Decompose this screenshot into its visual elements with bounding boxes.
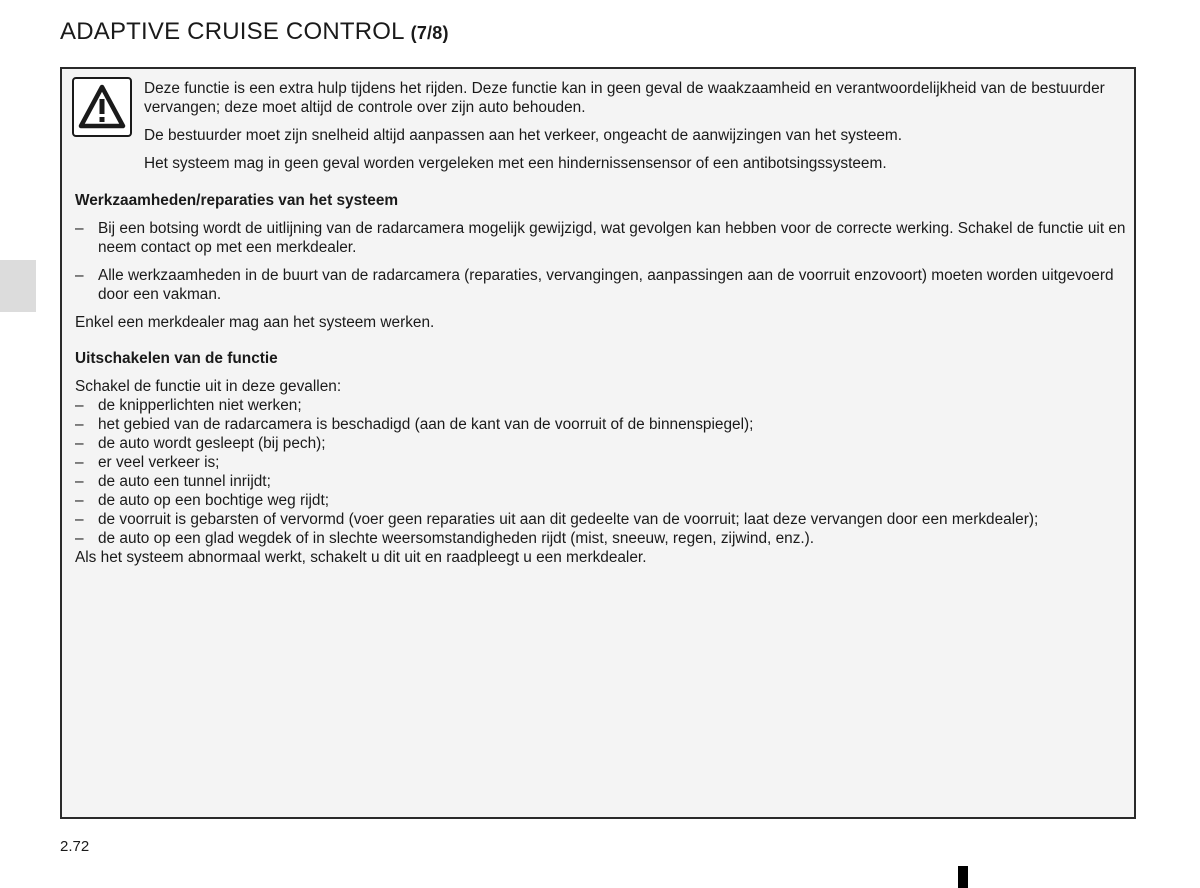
page-number: 2.72: [60, 838, 90, 855]
dash-bullet: –: [75, 511, 84, 528]
dash-bullet: –: [75, 530, 84, 547]
disable-item-text: de auto wordt gesleept (bij pech);: [98, 435, 326, 452]
disable-list-item: [75, 415, 1128, 434]
dash-bullet: –: [75, 492, 84, 509]
disable-list-item: [75, 529, 1128, 548]
disable-list-item: [75, 510, 1128, 529]
disable-closing-note: Als het systeem abnormaal werkt, schakelt u dit uit en raadpleegt u een merkdealer.: [75, 549, 647, 566]
warning-paragraph: De bestuurder moet zijn snelheid altijd aanpassen aan het verkeer, ongeacht de aanwijzingen van het systeem.: [144, 127, 903, 144]
maintenance-item-text: Alle werkzaamheden in de buurt van de radarcamera (reparaties, vervangingen, aanpassingen aan de voorruit enzovoort) moeten worden uitgevoerd door een vakman.: [98, 267, 1114, 303]
dash-bullet: –: [75, 267, 84, 284]
disable-item-text: de voorruit is gebarsten of vervormd (voer geen reparaties uit aan dit gedeelte van de voorruit; laat deze vervangen door een merkdealer);: [98, 511, 1039, 528]
disable-item-text: er veel verkeer is;: [98, 454, 220, 471]
page-part-indicator: (7/8): [410, 23, 449, 43]
dash-bullet: –: [75, 435, 84, 452]
disable-item-text: de auto een tunnel inrijdt;: [98, 473, 271, 490]
warning-body: [75, 191, 1128, 567]
warning-box: [60, 67, 1136, 819]
maintenance-list-item: [75, 219, 1128, 257]
dash-bullet: –: [75, 416, 84, 433]
dash-bullet: –: [75, 473, 84, 490]
disable-list-item: [75, 434, 1128, 453]
maintenance-heading: Werkzaamheden/reparaties van het systeem: [75, 192, 399, 209]
warning-paragraph: Deze functie is een extra hulp tijdens het rijden. Deze functie kan in geen geval de waakzaamheid en verantwoordelijkheid van de bestuurder vervangen; deze moet altijd de controle over zijn auto behouden.: [144, 80, 1105, 116]
disable-item-text: de auto op een bochtige weg rijdt;: [98, 492, 330, 509]
dash-bullet: –: [75, 220, 84, 237]
warning-triangle-icon: [72, 77, 132, 137]
margin-mark: [958, 866, 968, 888]
dash-bullet: –: [75, 454, 84, 471]
disable-intro: Schakel de functie uit in deze gevallen:: [75, 378, 342, 395]
warning-paragraph: Het systeem mag in geen geval worden vergeleken met een hindernissensensor of een antibotsingssysteem.: [144, 155, 887, 172]
disable-list-item: [75, 491, 1128, 510]
disable-heading: Uitschakelen van de functie: [75, 350, 278, 367]
disable-list-item: [75, 396, 1128, 415]
disable-item-text: de knipperlichten niet werken;: [98, 397, 302, 414]
maintenance-note: Enkel een merkdealer mag aan het systeem werken.: [75, 314, 435, 331]
disable-item-text: het gebied van de radarcamera is beschadigd (aan de kant van de voorruit of de binnenspiegel);: [98, 416, 754, 433]
dash-bullet: –: [75, 397, 84, 414]
maintenance-item-text: Bij een botsing wordt de uitlijning van de radarcamera mogelijk gewijzigd, wat gevolgen kan hebben voor de correcte werking. Schakel de functie uit en neem contact op met een merkdealer.: [98, 220, 1126, 256]
page-title-text: ADAPTIVE CRUISE CONTROL: [60, 18, 405, 45]
page-title: [60, 18, 449, 46]
disable-item-text: de auto op een glad wegdek of in slechte weersomstandigheden rijdt (mist, sneeuw, regen, zijwind, enz.).: [98, 530, 815, 547]
chapter-tab-marker: [0, 260, 36, 312]
maintenance-list-item: [75, 266, 1128, 304]
warning-intro: [144, 79, 1128, 182]
disable-list-item: [75, 453, 1128, 472]
disable-list-item: [75, 472, 1128, 491]
